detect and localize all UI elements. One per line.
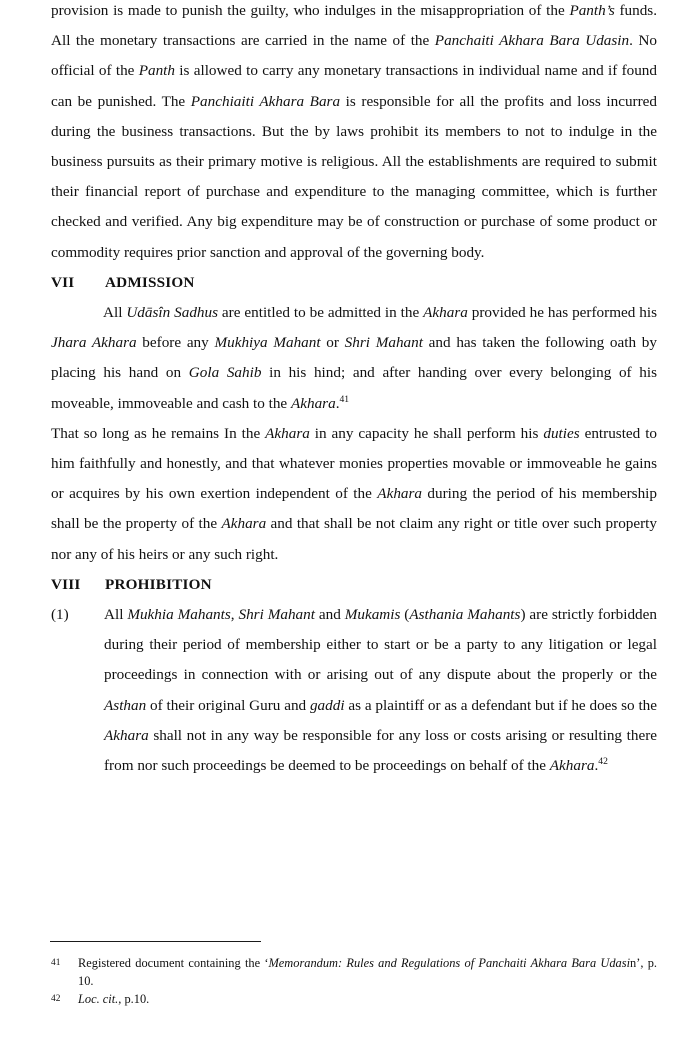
list-item-text: All Mukhia Mahants, Shri Mahant and Mukamis (Asthania Mahants) are strictly forbidden during their period of membership either to start or be a party to any litigation or legal proceedings in connection with or arising out of any dispute about the properly or the Asthan of their original Guru and gaddi as a plaintiff or as a defendant but if he does so the Akhara shall not in any way be responsible for any loss or costs arising or resulting there from nor such proceedings be deemed to be proceedings on behalf of the Akhara.$^{42}$ [104, 606, 657, 775]
footnote-block [51, 955, 657, 1009]
section-heading-admission [51, 268, 657, 298]
footnote-reference: 42 [598, 756, 608, 768]
footnote-reference: 41 [339, 393, 350, 405]
list-item-marker: (1) [51, 606, 69, 624]
paragraph-oath-text: That so long as he remains In the Akhara in any capacity he shall perform his duties entrusted to him faithfully and honestly, and that whatever monies properties movable or immoveable he gains or acquires by his own exertion independent of the Akhara during the period of his membership shall be the property of the Akhara and that shall be not claim any right or title over such property nor any of his heirs or any such right. [51, 424, 658, 563]
list-item [51, 600, 657, 781]
footnote-text: Registered document containing the ‘Memorandum: Rules and Regulations of Panchaiti Akhara Bara Udasin’, p. 10. [78, 956, 657, 988]
footnote-separator-rule [50, 941, 261, 942]
footnote-number: 41 [51, 958, 61, 968]
footnote-42 [51, 991, 657, 1009]
paragraph-admission-oath: All Udāsîn Sadhus are entitled to be admitted in the Akhara provided he has performed his Jhara Akhara before any Mukhiya Mahant or Shri Mahant and has taken the following oath by placing his hand on Gola Sahib in his hind; and after handing over every belonging of his moveable, immoveable and cash to the Akhara.$^{41}$ [51, 304, 657, 412]
body-text-column [51, 0, 657, 781]
footnote-number: 42 [51, 994, 61, 1005]
section-heading-prohibition [51, 570, 657, 600]
section-title-admission: ADMISSION [105, 273, 195, 291]
section-numeral-viii: VIII [51, 575, 81, 593]
paragraph-finance-provisions: provision is made to punish the guilty, who indulges in the misappropriation of the Panth’s funds. All the monetary transactions are carried in the name of the Panchaiti Akhara Bara Udasin. No official of the Panth is allowed to carry any monetary transactions in individual name and if found can be punished. The Panchiaiti Akhara Bara is responsible for all the profits and loss incurred during the business transactions. But the by laws prohibit its members to not to indulge in the business pursuits as their primary motive is religious. All the establishments are required to submit their financial report of purchase and expenditure to the managing committee, which is further checked and verified. Any big expenditure may be of construction or purchase of some product or commodity requires prior sanction and approval of the governing body. [51, 2, 658, 261]
footnote-41 [51, 955, 657, 990]
section-numeral-vii: VII [51, 273, 75, 291]
section-title-prohibition: PROHIBITION [105, 575, 212, 593]
footnote-text: Loc. cit., p.10. [78, 992, 150, 1007]
